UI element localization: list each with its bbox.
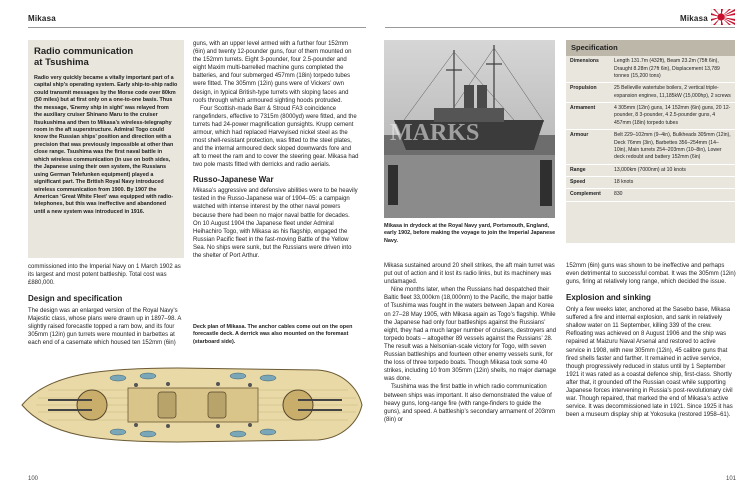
spec-value: 830 — [614, 191, 623, 198]
spec-value: Belt 229–102mm (9–4in), Bulkheads 305mm (12in), Deck 76mm (3in), Barbettes 356–254mm (14–10in), Main turrets 254–203mm (10–8in), Lower deck redoubt and battery 152mm (6in) — [614, 132, 731, 161]
specification-box — [566, 40, 735, 243]
spec-value: 18 knots — [614, 179, 634, 185]
spec-row — [566, 83, 735, 103]
col2-paragraph-3: Mikasa’s aggressive and defensive abilities were to be heavily tested in the Russo-Japanese war of 1904–05: a campaign watched with intense interest by the other naval powers because there had been no major naval battle for decades. On 10 August 1904 the Japanese fleet under Admiral Heihachiro Togo, with Mikasa as his flagship, engaged the Russian Pacific fleet in the fast-moving Battle of the Yellow Sea. No ships were sunk, but the Russians were driven into the shelter of Port Arthur. — [193, 188, 358, 260]
column-3 — [384, 262, 559, 424]
col2-paragraph-2: Four Scottish-made Barr & Stroud FA3 coincidence rangefinders, effective to 7315m (8000yd) were fitted, and the turrets had 24-power magnification gunsights. Krupp cement armour, which had replaced Harveyised nickel steel as the most shell-resistant protection, was fitted to the steel plates, and the internal armoured deck sloped downwards fore and aft to meet the ram and to cover the steering gear. Mikasa had two pole masts fitted with derricks and radio aerials. — [193, 105, 359, 169]
sidebar-text: Radio very quickly became a vitally important part of a capital ship’s operating system. Early ship-to-ship radio could transmit messages by the Morse code over 80km (50 miles) but at first only on a one-to-one basis. Thus the message, ‘Enemy ship in sight’ was relayed from the auxiliary cruiser Shinano Maru to the cruiser Itsukushima and then to Mikasa’s wireless-telegraphy room in the aft superstructure. Admiral Togo could know the Russian ships’ position and direction with a precision that was previously impossible at other than close range. Tsushima was the first naval battle in which wireless communication (in use on both sides, the Japanese using their own system, the Russians using German Telefunken equipment) played a significant part. The British Royal Navy introduced wireless communication from 1900. By 1907 the American ‘Great White Fleet’ was equipped with radio-telephones, but this was ineffective and abandoned until a new system was introduced in 1916. — [34, 74, 178, 215]
spec-row — [566, 164, 735, 176]
spec-key: Dimensions — [570, 58, 599, 65]
spec-key: Complement — [570, 191, 601, 198]
spec-row — [566, 189, 735, 201]
spec-row — [566, 56, 735, 83]
sidebar-title-line1: Radio communication — [34, 46, 134, 57]
deck-plan-illustration — [18, 360, 366, 450]
spec-value: 25 Belleville watertube boilers, 2 vertical triple-expansion engines, 11,185kW (15,000hp), 2 screws — [614, 85, 731, 99]
sidebar-title-line2: at Tsushima — [34, 57, 89, 69]
col3-paragraph-3: Tsushima was the first battle in which radio communication between ships was important. It also demonstrated the value of heavy guns, long-range fire (with range-finders to guide the guns), and speed. A battleship’s secondary armament of 203mm (8in) or — [384, 384, 555, 423]
spec-row — [566, 177, 735, 189]
header-rule-left — [28, 27, 366, 28]
drydock-photo — [384, 40, 555, 218]
radio-sidebar — [28, 40, 184, 258]
spec-value: 4 305mm (12in) guns, 14 152mm (6in) guns, 20 12-pounder, 8 3-pounder, 4 2.5-pounder guns, 4 457mm (18in) torpedo tubes — [614, 105, 731, 126]
col3-paragraph-1: Mikasa sustained around 20 shell strikes, the aft main turret was put out of action and it lost its radio links, but its machinery was undamaged. — [384, 263, 555, 286]
column-1 — [28, 263, 186, 348]
col4-paragraph-1: 152mm (6in) guns was shown to be ineffective and perhaps even detrimental to successful combat. It was the 305mm (12in) guns, firing at relatively long range, which decided the issue. — [566, 263, 736, 286]
col4-heading-explosion: Explosion and sinking — [566, 293, 651, 303]
col1-paragraph-2: The design was an enlarged version of the Royal Navy’s Majestic class, whose plans were drawn up in 1897–98. A slightly raised forecastle topped a ram bow, and its four 305mm (12in) gun turrets were mounted in barbettes at each end of a casemate which housed ten 152mm (6in) — [28, 308, 182, 347]
specification-title: Specification — [566, 40, 735, 56]
specification-table — [566, 56, 735, 202]
col2-heading-war: Russo-Japanese War — [193, 174, 274, 184]
running-header-right: Mikasa — [680, 14, 708, 23]
spec-key: Armament — [570, 105, 596, 111]
spec-key: Range — [570, 166, 586, 173]
col3-paragraph-2: Nine months later, when the Russians had despatched their Baltic fleet 33,000km (18,000nm) to the Pacific, the major battle of Tsushima was fought in the waters between Japan and Korea on 27–28 May 1905, with Mikasa again as Togo’s flagship. While the Japanese had only four battleships against the Russians’ eight, they had a much larger number of cruisers, destroyers and torpedo boats – altogether 89 vessels against the Russians’ 28. The result was a Nelsonian-scale victory for Togo, with seven Russian battleships and fourteen other enemy vessels sunk, for the loss of three torpedo boats. Though Mikasa took some 40 strikes, including 10 from 305mm (12in) shells, no major damage was done. — [384, 287, 557, 383]
spec-key: Armour — [570, 132, 589, 139]
column-2 — [193, 40, 359, 260]
spec-row — [566, 103, 735, 130]
photo-caption: Mikasa in drydock at the Royal Navy yard, Portsmouth, England, early 1902, before making the voyage to join the Imperial Japanese Navy. — [384, 223, 556, 244]
running-header-left: Mikasa — [28, 14, 56, 23]
spec-value: Length 131.7m (432ft), Beam 23.2m (75ft 6in), Draught 8.28m (27ft 6in), Displacement 13,789 tonnes (15,200 tons) — [614, 58, 720, 79]
spec-row — [566, 130, 735, 165]
col2-paragraph-1: guns, with an upper level armed with a further four 152mm (6in) and twenty 12-pounder guns, four of them mounted on the 152mm turrets. Eight 3-pounder, four 2.5-pounder and eight Maxim multi-barrelled machine guns completed the batteries, and four submerged 457mm (18in) torpedo tubes were fitted. The 305mm (12in) guns were of Vickers’ own design, in typical British-type turrets with sloping faces and roofs through which armoured sighting hoods protruded. — [193, 41, 352, 104]
page-number-right: 101 — [725, 475, 736, 482]
col1-heading-design: Design and specification — [28, 294, 123, 304]
spec-value: 13,000km (7000nm) at 10 knots — [614, 166, 686, 173]
spec-key: Speed — [570, 179, 586, 185]
deck-plan-caption: Deck plan of Mikasa. The anchor cables come out on the open forecastle deck. A derrick was also mounted on the foremast (starboard side). — [193, 324, 353, 345]
column-4 — [566, 262, 736, 419]
header-rule-right — [385, 27, 735, 28]
svg-text:MARKS: MARKS — [390, 120, 480, 146]
sidebar-title — [34, 46, 178, 69]
col1-paragraph-1: commissioned into the Imperial Navy on 1 March 1902 as its largest and most potent battleship. Total cost was £880,000. — [28, 264, 181, 287]
col4-paragraph-2: Only a few weeks later, anchored at the Sasebo base, Mikasa suffered a fire and internal explosion, and sank in relatively shallow water on 11 September, killing 339 of the crew. Refloating was achieved on 8 August 1906 and the ship was repaired at Maizuru Naval Arsenal and restored to active service in 1908, with new 305mm (12in), 45 calibre guns that fired shells faster and farther. It remained in active service, though progressively reduced in status until by 1 September 1921 it was rated as a coastal defence ship, first-class. Shortly after that, it grounded off the Russian coast while supporting Japanese forces intervening in Russia’s post-revolutionary civil war. Though repaired, that marked the end of Mikasa’s active service. It was decommissioned late in 1921. Since 1925 it has been a museum display ship at Yokosuka (restored 1958–61). — [566, 307, 733, 419]
japanese-naval-flag-icon — [711, 9, 735, 25]
spec-key: Propulsion — [570, 85, 597, 92]
page-number-left: 100 — [28, 475, 39, 482]
